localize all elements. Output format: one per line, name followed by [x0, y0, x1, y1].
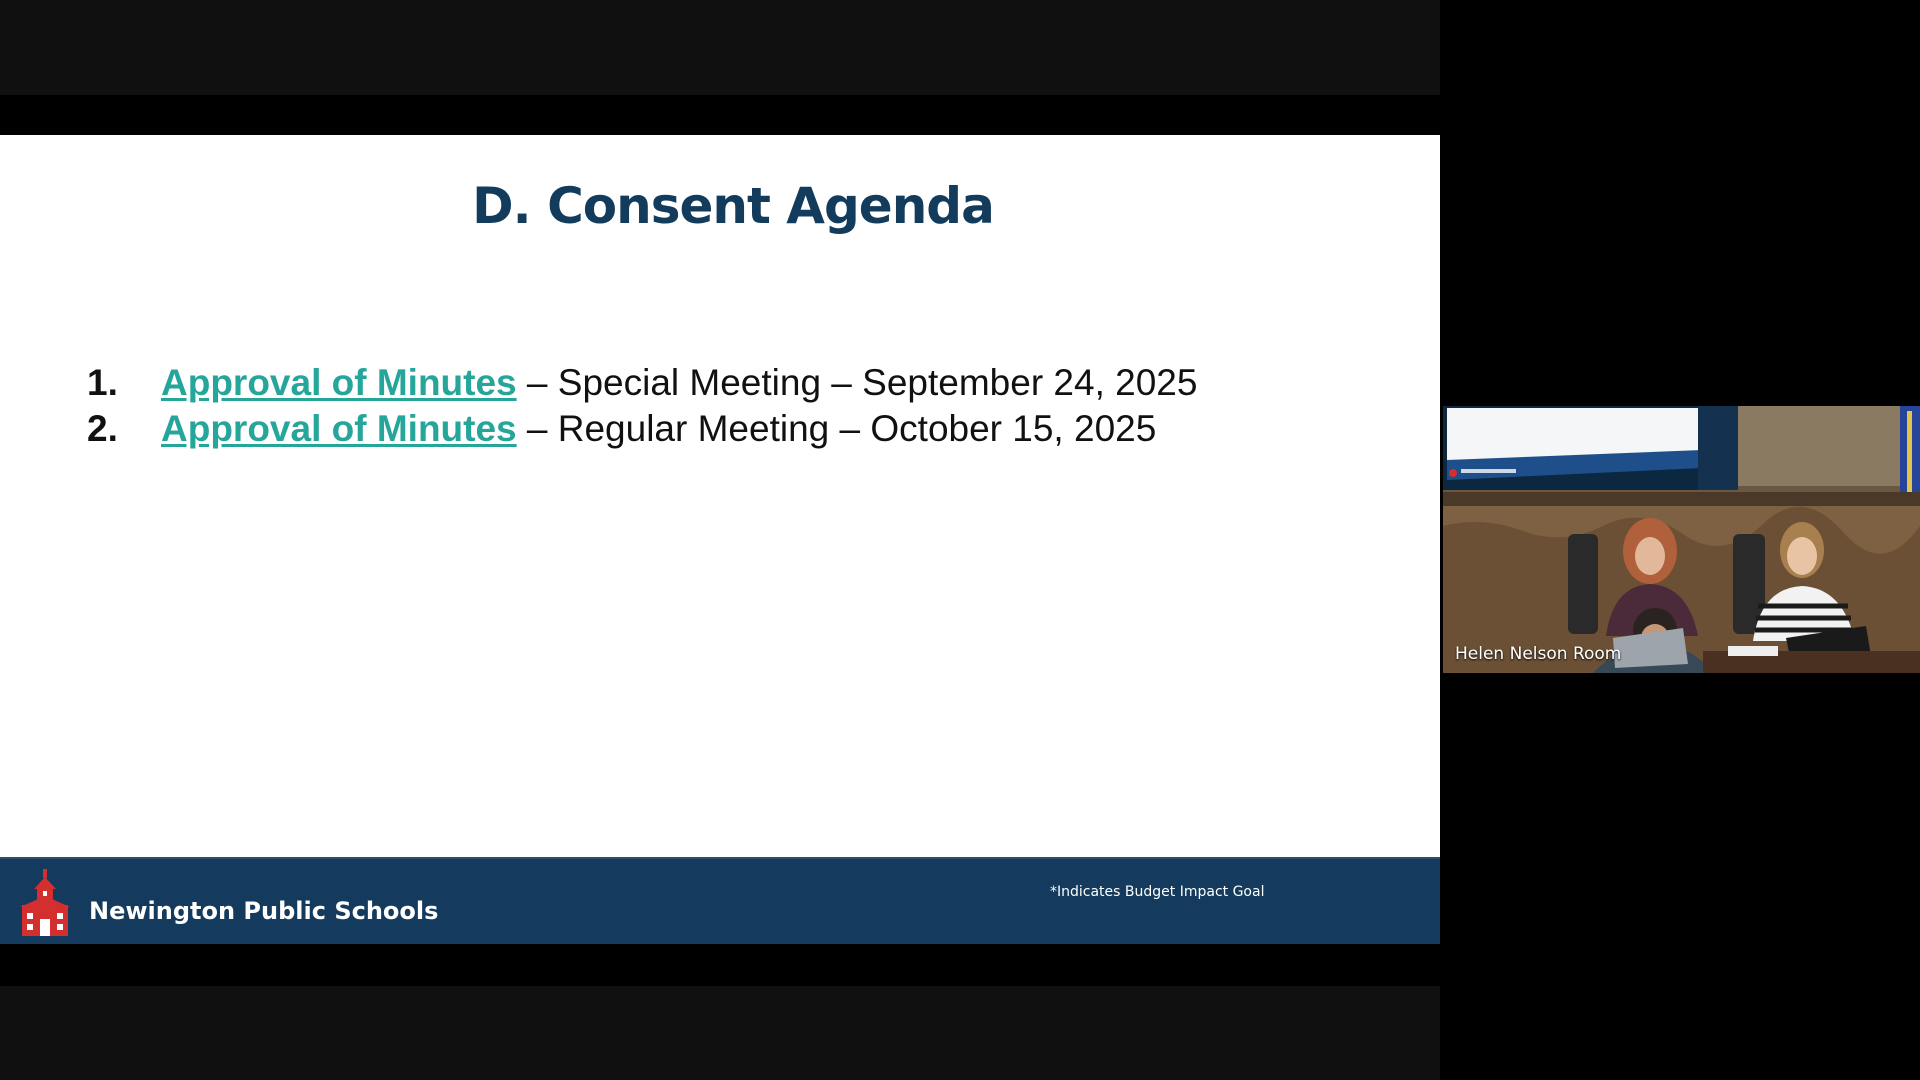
agenda-item-description: – Regular Meeting – October 15, 2025: [516, 408, 1157, 449]
letterbox-top: [0, 95, 1440, 135]
slide-title: D. Consent Agenda: [472, 177, 994, 235]
agenda-item-text: [161, 362, 1197, 404]
participant-name-label: Helen Nelson Room: [1455, 644, 1622, 664]
agenda-item: [87, 408, 1387, 454]
school-name: Newington Public Schools: [89, 897, 439, 925]
letterbox-bottom: [0, 944, 1440, 986]
approval-of-minutes-link[interactable]: Approval of Minutes: [161, 362, 517, 403]
agenda-list: [87, 362, 1387, 454]
agenda-item-number: 2.: [87, 408, 118, 449]
slide-footer: [0, 857, 1440, 946]
agenda-item-number: 1.: [87, 362, 118, 403]
budget-footnote: *Indicates Budget Impact Goal: [1050, 884, 1265, 900]
agenda-item-text: [161, 408, 1156, 450]
participant-video-tile[interactable]: [1443, 406, 1920, 673]
agenda-item: [87, 362, 1387, 408]
agenda-item-description: – Special Meeting – September 24, 2025: [516, 362, 1198, 403]
presentation-slide: [0, 135, 1440, 944]
schoolhouse-logo-icon: [16, 869, 74, 939]
room-camera-feed: [1443, 406, 1920, 673]
approval-of-minutes-link[interactable]: Approval of Minutes: [161, 408, 517, 449]
